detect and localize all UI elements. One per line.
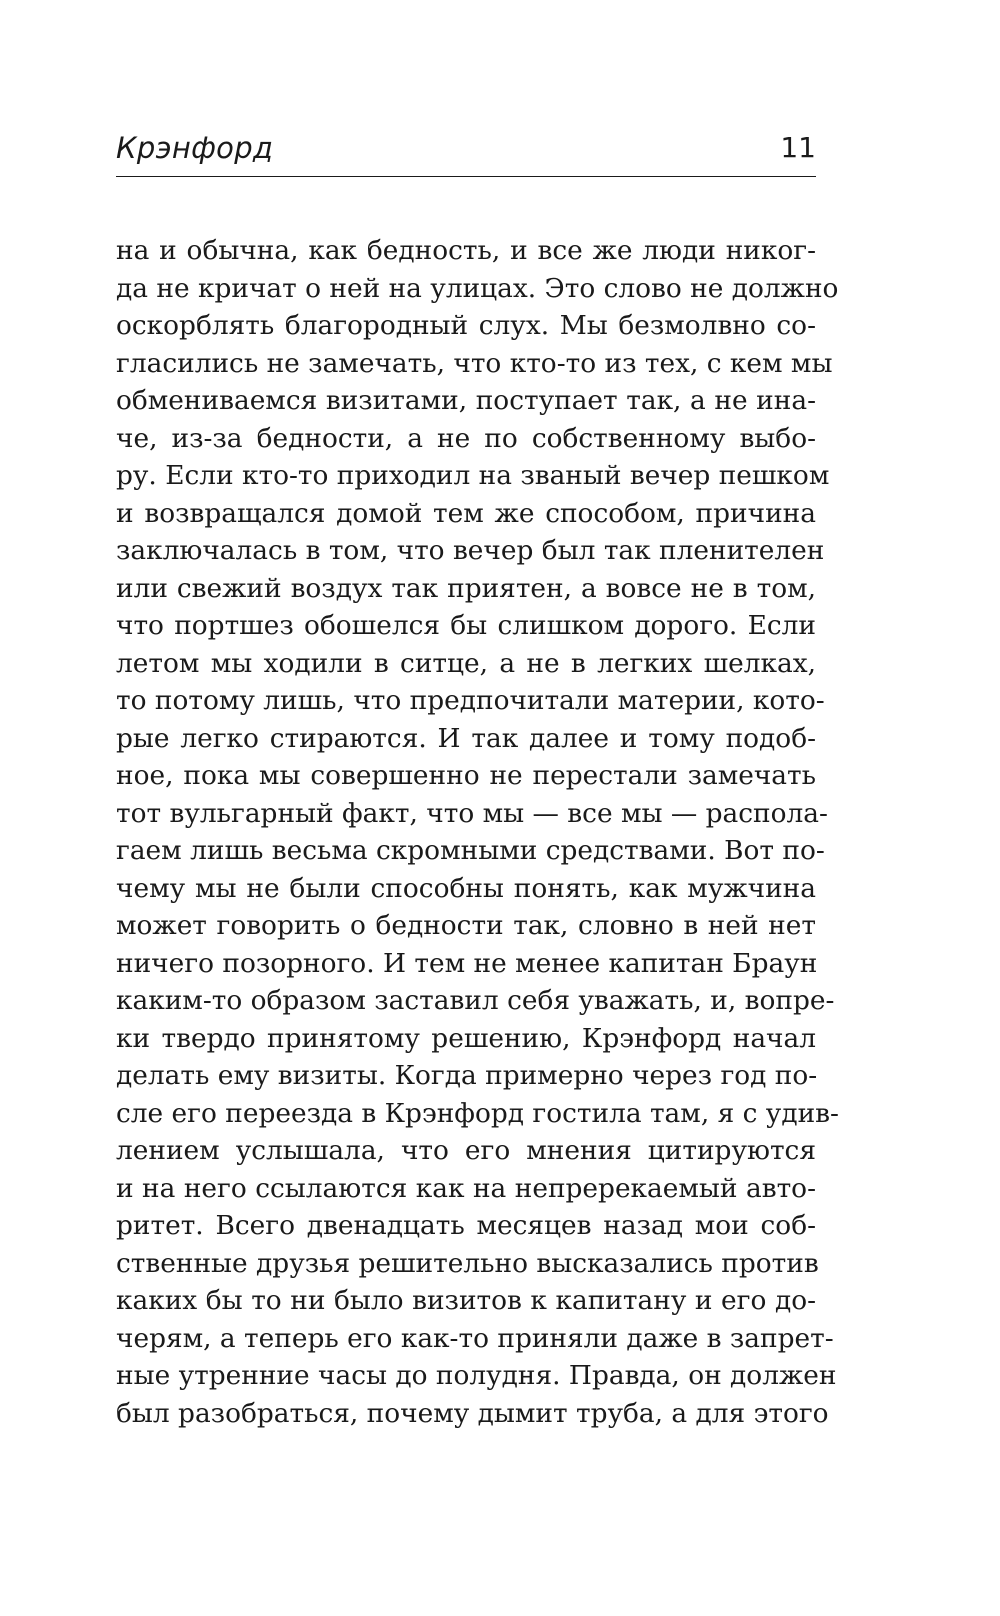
text-line: рые легко стираются. И так далее и тому подоб-: [116, 722, 816, 754]
text-line: то потому лишь, что предпочитали материи, кото-: [116, 685, 825, 716]
text-line: гаем лишь весьма скромными средствами. Вот по-: [116, 835, 825, 866]
text-line: тот вульгарный факт, что мы — все мы — распола-: [116, 797, 828, 829]
text-line: что портшез обошелся бы слишком дорого. Если: [116, 610, 816, 641]
text-line: каким-то образом заставил себя уважать, и, вопре-: [116, 985, 835, 1016]
text-line: и возвращался домой тем же способом, причина: [116, 497, 816, 529]
text-line: сле его переезда в Крэнфорд гостила там, я с удив-: [116, 1097, 839, 1129]
text-line: оскорблять благородный слух. Мы безмолвно со-: [116, 310, 816, 341]
text-line: ритет. Всего двенадцать месяцев назад мои соб-: [116, 1210, 816, 1241]
running-title: Крэнфорд: [116, 131, 274, 165]
text-line: ничего позорного. И тем не менее капитан Браун: [116, 947, 818, 979]
running-header: [116, 128, 816, 177]
text-line: ственные друзья решительно высказались против: [116, 1247, 819, 1279]
text-line: был разобраться, почему дымит труба, а для этого: [116, 1397, 829, 1429]
text-line: гласились не замечать, что кто-то из тех, с кем мы: [116, 347, 833, 379]
text-line: каких бы то ни было визитов к капитану и его до-: [116, 1285, 816, 1316]
text-line: да не кричат о ней на улицах. Это слово не должно: [116, 272, 839, 304]
text-line: и на него ссылаются как на непререкаемый авто-: [116, 1172, 816, 1204]
text-line: чему мы не были способны понять, как мужчина: [116, 872, 816, 904]
text-line: черям, а теперь его как-то приняли даже в запрет-: [116, 1322, 834, 1354]
body-text: [116, 232, 839, 1432]
text-line: ки твердо принятому решению, Крэнфорд начал: [116, 1022, 816, 1054]
text-line: может говорить о бедности так, словно в ней нет: [116, 910, 816, 941]
text-line: ные утренние часы до полудня. Правда, он должен: [116, 1360, 837, 1391]
text-line: делать ему визиты. Когда примерно через год по-: [116, 1060, 818, 1091]
text-line: че, из-за бедности, а не по собственному выбо-: [116, 422, 816, 454]
page-number: 11: [780, 131, 816, 164]
text-line: летом мы ходили в ситце, а не в легких шелках,: [116, 647, 816, 679]
text-line: лением услышала, что его мнения цитируются: [116, 1135, 816, 1166]
text-line: или свежий воздух так приятен, а вовсе не в том,: [116, 572, 816, 604]
text-line: обмениваемся визитами, поступает так, а не ина-: [116, 385, 816, 416]
text-line: ру. Если кто-то приходил на званый вечер пешком: [116, 460, 830, 491]
text-line: заключалась в том, что вечер был так пленителен: [116, 535, 825, 566]
text-line: на и обычна, как бедность, и все же люди никог-: [116, 235, 816, 266]
text-line: ное, пока мы совершенно не перестали замечать: [116, 760, 816, 791]
